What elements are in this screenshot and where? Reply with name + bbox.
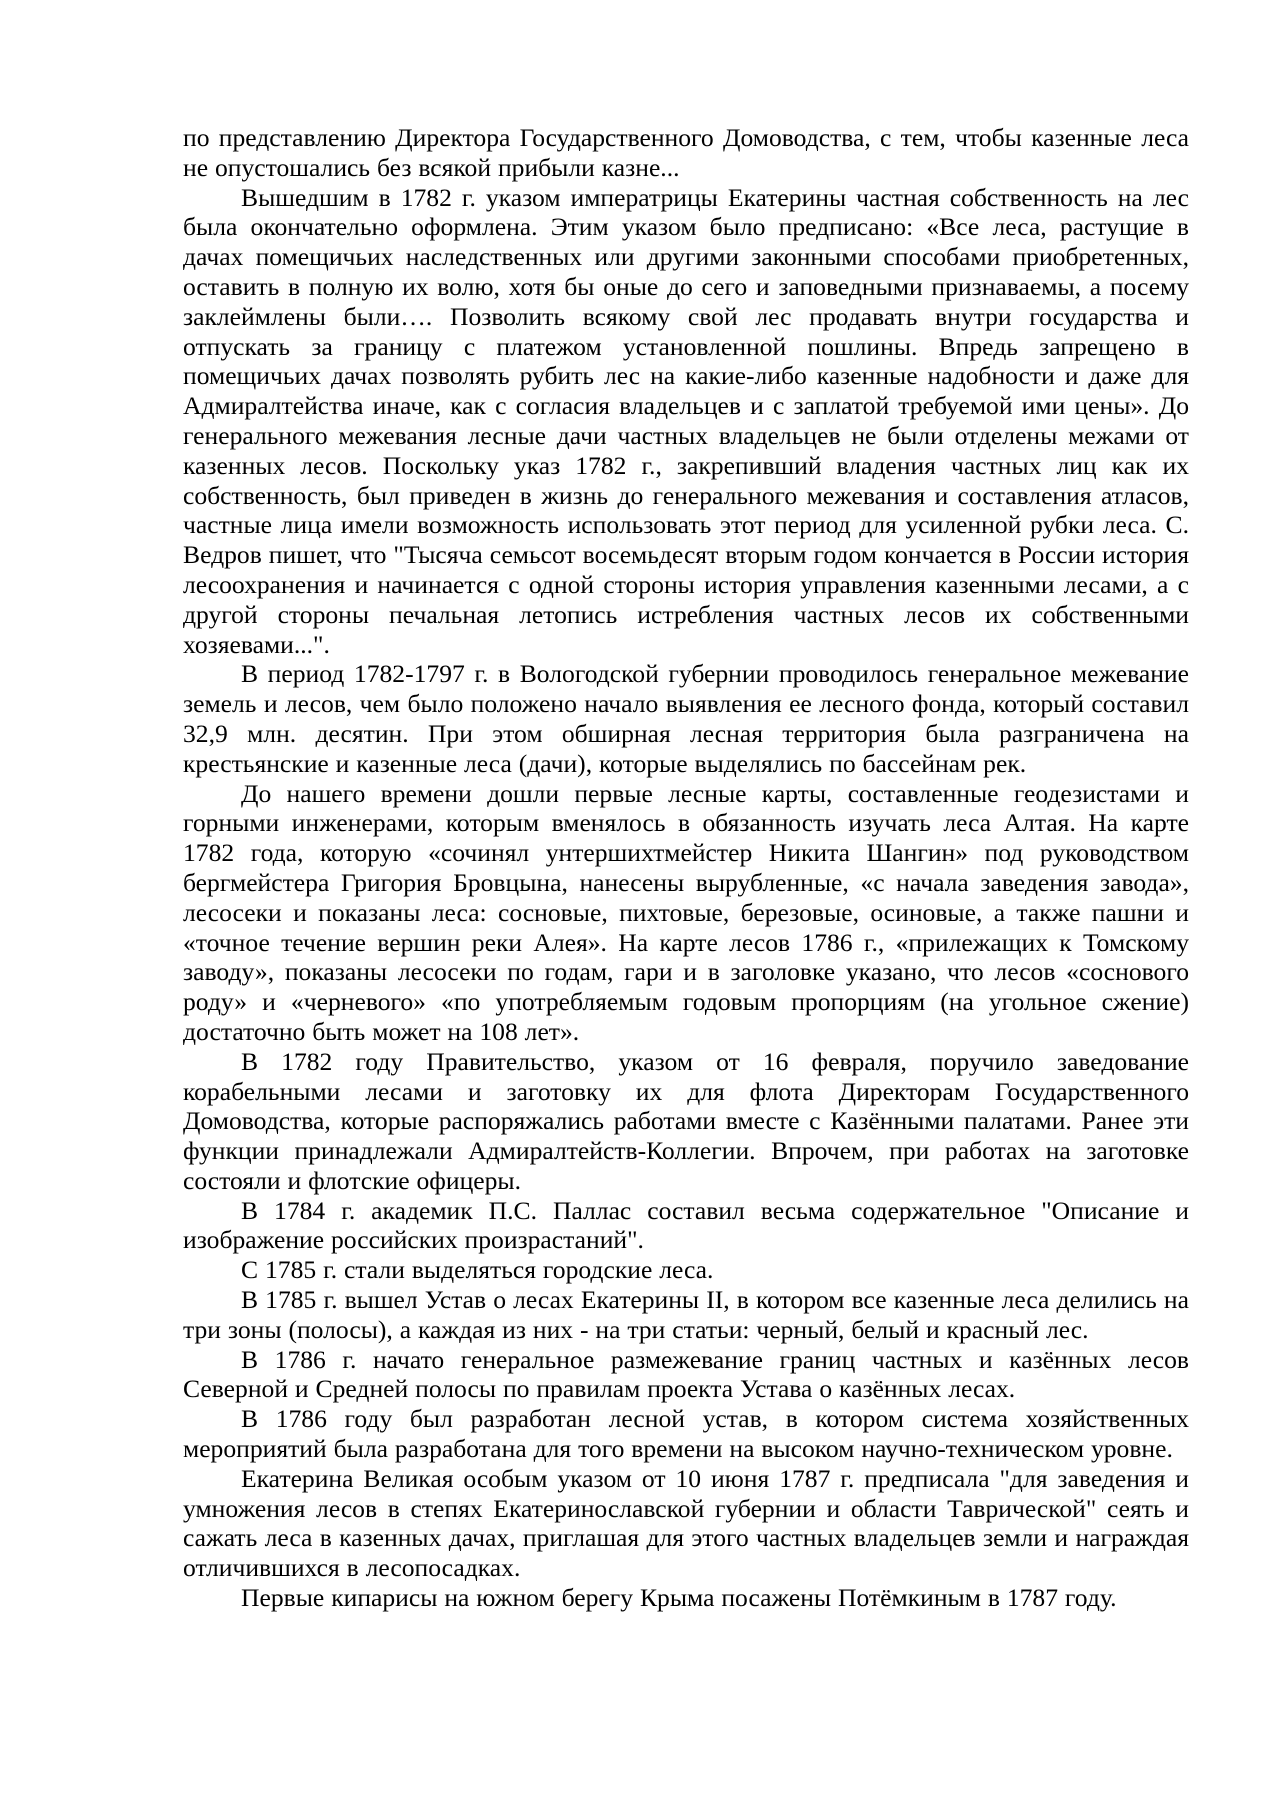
paragraph-10: В 1786 году был разработан лесной устав, в котором система хозяйственных мероприятий была разработана для того времени на высоком научно-техническом уровне. xyxy=(183,1404,1189,1464)
paragraph-3: В период 1782-1797 г. в Вологодской губернии проводилось генеральное межевание земель и лесов, чем было положено начало выявления ее лесного фонда, который составил 32,9 млн. десятин. При этом обширная лесная территория была разграничена на крестьянские и казенные леса (дачи), которые выделялись по бассейнам рек. xyxy=(183,659,1189,778)
paragraph-5: В 1782 году Правительство, указом от 16 февраля, поручило заведование корабельными лесами и заготовку их для флота Директорам Государственного Домоводства, которые распоряжались работами вместе с Казёнными палатами. Ранее эти функции принадлежали Адмиралтейств-Коллегии. Впрочем, при работах на заготовке состояли и флотские офицеры. xyxy=(183,1046,1189,1195)
paragraph-9: В 1786 г. начато генеральное размежевание границ частных и казённых лесов Северной и Средней полосы по правилам проекта Устава о казённых лесах. xyxy=(183,1344,1189,1404)
paragraph-7: С 1785 г. стали выделяться городские леса. xyxy=(241,1255,714,1285)
document-text-block xyxy=(183,123,1189,1613)
paragraph-6: В 1784 г. академик П.С. Паллас составил весьма содержательное "Описание и изображение российских произрастаний". xyxy=(183,1195,1189,1255)
paragraph-4: До нашего времени дошли первые лесные карты, составленные геодезистами и горными инженерами, которым вменялось в обязанность изучать леса Алтая. На карте 1782 года, которую «сочинял унтершихтмейстер Никита Шангин» под руководством бергмейстера Григория Бровцына, нанесены вырубленные, «с начала заведения завода», лесосеки и показаны леса: сосновые, пихтовые, березовые, осиновые, а также пашни и «точное течение вершин реки Алея». На карте лесов 1786 г., «прилежащих к Томскому заводу», показаны лесосеки по годам, гари и в заголовке указано, что лесов «соснового роду» и «черневого» «по употребляемым годовым пропорциям (на угольное сжение) достаточно быть может на 108 лет». xyxy=(183,778,1189,1046)
paragraph-12: Первые кипарисы на южном берегу Крыма посажены Потёмкиным в 1787 году. xyxy=(241,1583,1117,1613)
paragraph-1: по представлению Директора Государственного Домоводства, с тем, чтобы казенные леса не опустошались без всякой прибыли казне... xyxy=(183,123,1189,182)
paragraph-8: В 1785 г. вышел Устав о лесах Екатерины II, в котором все казенные леса делились на три зоны (полосы), а каждая из них - на три статьи: черный, белый и красный лес. xyxy=(183,1285,1189,1344)
paragraph-2: Вышедшим в 1782 г. указом императрицы Екатерины частная собственность на лес была окончательно оформлена. Этим указом было предписано: «Все леса, растущие в дачах помещичьих наследственных или другими законными способами приобретенных, оставить в полную их волю, хотя бы оные до сего и заповедными признаваемы, а посему заклеймлены были…. Позволить всякому свой лес продавать внутри государства и отпускать за границу с платежом установленной пошлины. Впредь запрещено в помещичьих дачах позволять рубить лес на какие-либо казенные надобности и даже для Адмиралтейства иначе, как с согласия владельцев и с заплатой требуемой ими цены». До генерального межевания лесные дачи частных владельцев не были отделены межами от казенных лесов. Поскольку указ 1782 г., закрепивший владения частных лиц как их собственность, был приведен в жизнь до генерального межевания и составления атласов, частные лица имели возможность использовать этот период для усиленной рубки леса. С. Ведров пишет, что "Тысяча семьсот восемьдесят вторым годом кончается в России история лесоохранения и начинается с одной стороны история управления казенными лесами, а с другой стороны печальная летопись истребления частных лесов их собственными хозяевами...". xyxy=(183,182,1189,659)
paragraph-11: Екатерина Великая особым указом от 10 июня 1787 г. предписала "для заведения и умножения лесов в степях Екатеринославской губернии и области Таврической" сеять и сажать леса в казенных дачах, приглашая для этого частных владельцев земли и награждая отличившихся в лесопосадках. xyxy=(183,1463,1189,1583)
